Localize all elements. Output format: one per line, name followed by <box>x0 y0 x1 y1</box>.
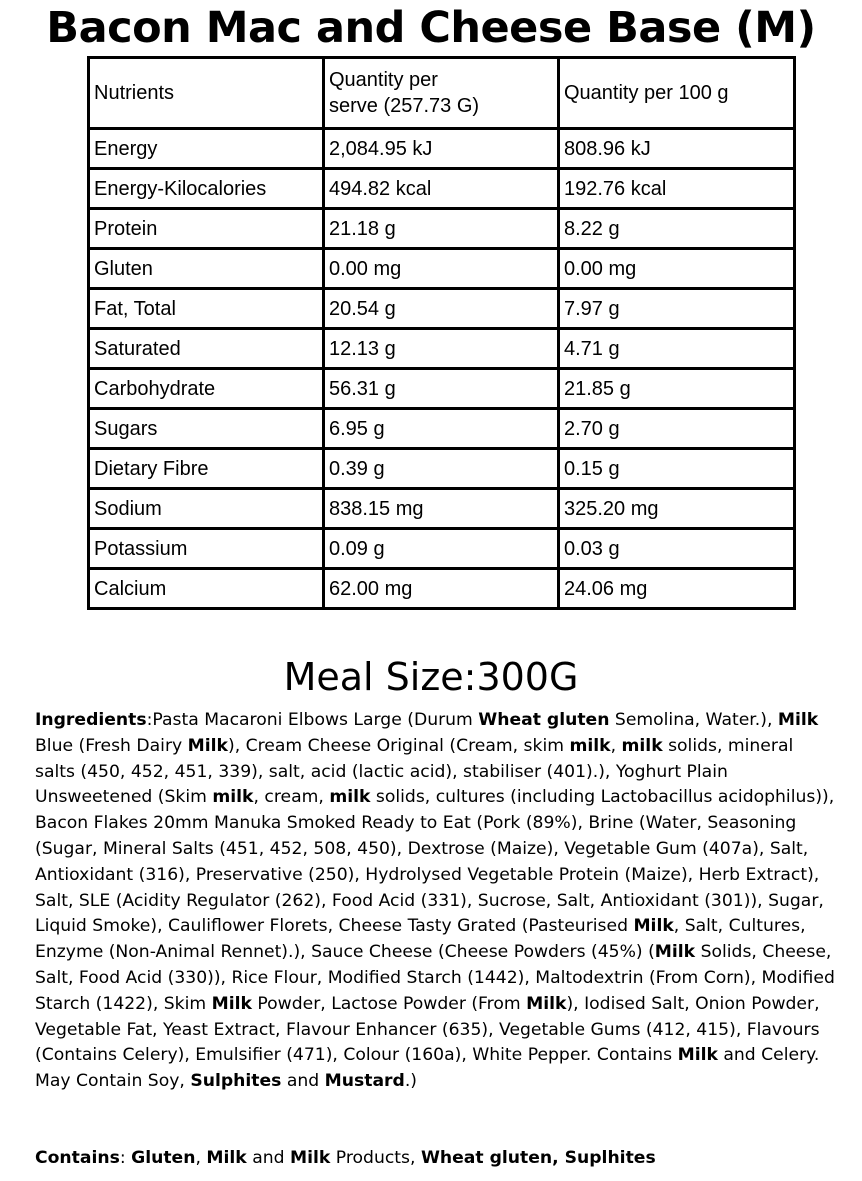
nutrient-name: Energy-Kilocalories <box>89 169 324 209</box>
text-segment: , Salt, Cultures, Enzyme (Non-Animal Rennet).), Sauce Cheese (Cheese Powders (45%) ( <box>35 916 806 963</box>
bold-segment: Milk <box>206 1148 247 1168</box>
header-quantity-per-serve <box>324 58 559 129</box>
quantity-per-100g: 325.20 mg <box>559 489 795 529</box>
bold-segment: Contains <box>35 1148 120 1168</box>
bold-segment: Gluten <box>131 1148 196 1168</box>
bold-segment: Milk <box>290 1148 331 1168</box>
nutrient-name: Fat, Total <box>89 289 324 329</box>
text-segment: and <box>281 1071 325 1092</box>
text-segment: Products, <box>330 1148 421 1168</box>
text-segment: , <box>610 735 622 756</box>
table-row <box>89 289 795 329</box>
bold-segment: Milk <box>633 916 674 937</box>
header-quantity-per-serve-line2: serve (257.73 G) <box>329 95 480 117</box>
nutrient-name: Gluten <box>89 249 324 289</box>
bold-segment: Milk <box>654 942 696 963</box>
bold-segment: milk <box>621 735 663 756</box>
text-segment: and Celery. May Contain Soy, <box>35 1045 820 1092</box>
text-segment: solids, cultures (including Lactobacillus acidophilus)), Bacon Flakes 20mm Manuka Smoked Ready to Eat (Pork (89%), Brine (Water, Seasoning (Sugar, Mineral Salts (451, 452, 508, 450), Dextrose (Maize), Vegetable Gum (407a), Salt, Antioxidant (316), Preservative (250), Hydrolysed Vegetable Protein (Maize), Herb Extract), Salt, SLE (Acidity Regulator (262), Food Acid (331), Sucrose, Salt, Antioxidant (301)), Sugar, Liquid Smoke), Cauliflower Florets, Cheese Tasty Grated (Pasteurised <box>35 787 835 937</box>
table-row <box>89 489 795 529</box>
quantity-per-serve: 0.39 g <box>324 449 559 489</box>
text-segment: , cream, <box>253 787 330 808</box>
bold-segment: Milk <box>526 993 567 1014</box>
header-quantity-per-100g: Quantity per 100 g <box>559 58 795 129</box>
header-nutrients: Nutrients <box>89 58 324 129</box>
bold-segment: Milk <box>677 1045 718 1066</box>
quantity-per-serve: 56.31 g <box>324 369 559 409</box>
quantity-per-100g: 4.71 g <box>559 329 795 369</box>
bold-segment: milk <box>329 787 371 808</box>
bold-segment: Wheat gluten <box>478 710 610 730</box>
text-segment: :Pasta Macaroni Elbows Large (Durum <box>146 710 479 730</box>
bold-segment: Milk <box>777 710 819 730</box>
nutrient-name: Dietary Fibre <box>89 449 324 489</box>
table-row <box>89 329 795 369</box>
bold-segment: Ingredients <box>35 710 147 730</box>
quantity-per-serve: 12.13 g <box>324 329 559 369</box>
page-title: Bacon Mac and Cheese Base (M) <box>46 3 816 53</box>
table-row <box>89 569 795 609</box>
ingredients-text <box>35 708 835 1095</box>
quantity-per-100g: 0.03 g <box>559 529 795 569</box>
meal-size: Meal Size:300G <box>283 655 579 699</box>
nutrient-name: Calcium <box>89 569 324 609</box>
table-row <box>89 249 795 289</box>
nutrient-name: Carbohydrate <box>89 369 324 409</box>
text-segment: solids, mineral salts (450, 452, 451, 339), salt, acid (lactic acid), stabiliser (401).), Yoghurt Plain Unsweetened (Skim <box>35 735 794 808</box>
quantity-per-100g: 192.76 kcal <box>559 169 795 209</box>
quantity-per-serve: 494.82 kcal <box>324 169 559 209</box>
nutrition-table <box>87 56 796 610</box>
bold-segment: Sulphites <box>190 1071 282 1092</box>
nutrient-name: Potassium <box>89 529 324 569</box>
nutrient-name: Protein <box>89 209 324 249</box>
quantity-per-serve: 838.15 mg <box>324 489 559 529</box>
quantity-per-serve: 0.09 g <box>324 529 559 569</box>
bold-segment: Wheat gluten, Suplhites <box>420 1148 656 1168</box>
quantity-per-100g: 8.22 g <box>559 209 795 249</box>
text-segment: Semolina, Water.), <box>609 710 778 730</box>
text-segment: Solids, Cheese, Salt, Food Acid (330)), Rice Flour, Modified Starch (1442), Maltodextrin (From Corn), Modified Starch (1422), Skim <box>35 942 835 1014</box>
bold-segment: Mustard <box>324 1071 405 1092</box>
table-row <box>89 449 795 489</box>
text-segment: .) <box>404 1071 417 1092</box>
text-segment: : <box>119 1148 132 1168</box>
quantity-per-100g: 21.85 g <box>559 369 795 409</box>
text-segment: , <box>195 1148 207 1168</box>
nutrient-name: Sugars <box>89 409 324 449</box>
nutrition-table-body <box>89 58 795 609</box>
bold-segment: Milk <box>211 993 252 1014</box>
header-quantity-per-serve-line1: Quantity per <box>329 69 438 91</box>
table-row <box>89 169 795 209</box>
table-row <box>89 369 795 409</box>
table-row <box>89 409 795 449</box>
quantity-per-serve: 6.95 g <box>324 409 559 449</box>
text-segment: Powder, Lactose Powder (From <box>251 993 527 1014</box>
allergen-contains-text <box>35 1146 835 1172</box>
quantity-per-100g: 24.06 mg <box>559 569 795 609</box>
quantity-per-100g: 808.96 kJ <box>559 129 795 169</box>
bold-segment: milk <box>569 735 611 756</box>
table-row <box>89 209 795 249</box>
bold-segment: milk <box>212 787 254 808</box>
quantity-per-serve: 21.18 g <box>324 209 559 249</box>
table-row <box>89 529 795 569</box>
quantity-per-serve: 0.00 mg <box>324 249 559 289</box>
nutrient-name: Energy <box>89 129 324 169</box>
text-segment: Blue (Fresh Dairy <box>35 735 188 756</box>
text-segment: ), Cream Cheese Original (Cream, skim <box>227 735 570 756</box>
table-row <box>89 129 795 169</box>
quantity-per-100g: 0.15 g <box>559 449 795 489</box>
quantity-per-100g: 2.70 g <box>559 409 795 449</box>
quantity-per-100g: 7.97 g <box>559 289 795 329</box>
text-segment: and <box>246 1148 290 1168</box>
quantity-per-100g: 0.00 mg <box>559 249 795 289</box>
nutrient-name: Sodium <box>89 489 324 529</box>
quantity-per-serve: 62.00 mg <box>324 569 559 609</box>
table-header-row <box>89 58 795 129</box>
nutrient-name: Saturated <box>89 329 324 369</box>
quantity-per-serve: 20.54 g <box>324 289 559 329</box>
quantity-per-serve: 2,084.95 kJ <box>324 129 559 169</box>
text-segment: ), Iodised Salt, Onion Powder, Vegetable Fat, Yeast Extract, Flavour Enhancer (635), Vegetable Gums (412, 415), Flavours (Contains Celery), Emulsifier (471), Colour (160a), White Pepper. Contains <box>35 993 820 1066</box>
bold-segment: Milk <box>187 735 228 756</box>
